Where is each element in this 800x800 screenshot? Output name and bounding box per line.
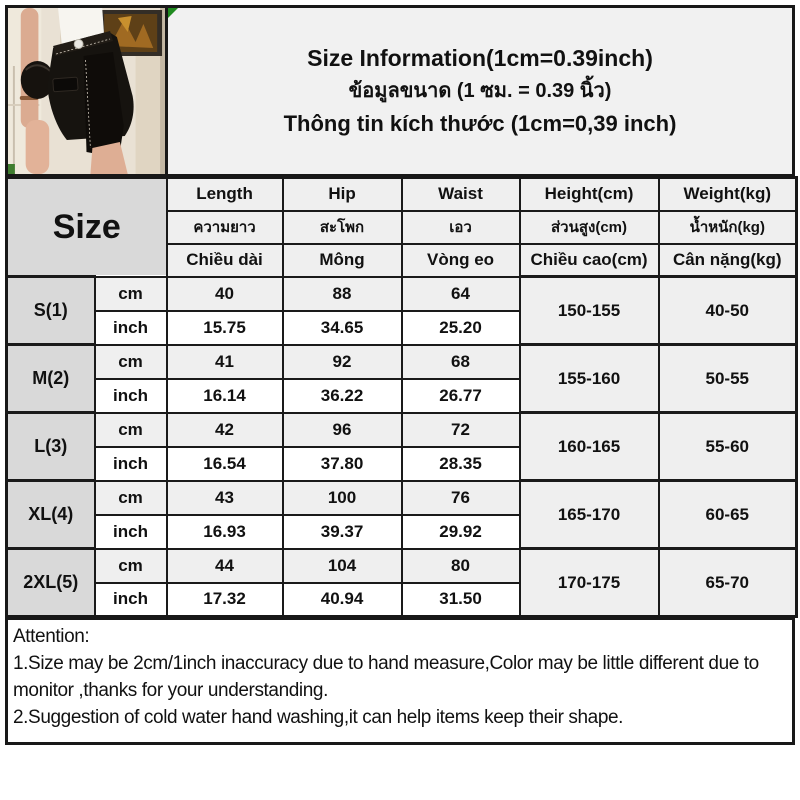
table-row <box>7 413 797 447</box>
length-cm-value: 43 <box>167 481 283 515</box>
waist-cm-value: 64 <box>402 277 520 311</box>
unit-cell: cm <box>95 277 167 311</box>
size-label: L(3) <box>7 413 95 481</box>
hip-cm-value: 96 <box>283 413 402 447</box>
attention-heading: Attention: <box>13 626 90 647</box>
plant-sliver <box>8 164 15 174</box>
unit-cell: inch <box>95 447 167 481</box>
hip-inch-value: 39.37 <box>283 515 402 549</box>
hip-header-en: Hip <box>283 178 402 211</box>
hip-header-th: สะโพก <box>283 211 402 244</box>
waist-inch-value: 25.20 <box>402 311 520 345</box>
size-chart-sheet <box>5 5 795 745</box>
waist-header-th: เอว <box>402 211 520 244</box>
height-range: 155-160 <box>520 345 659 413</box>
table-row <box>7 277 797 311</box>
size-column-header: Size <box>7 178 167 277</box>
title-cell <box>168 8 792 174</box>
product-photo-art <box>8 8 165 174</box>
waist-cm-value: 68 <box>402 345 520 379</box>
header-row <box>5 5 795 177</box>
length-cm-value: 41 <box>167 345 283 379</box>
table-row <box>7 549 797 583</box>
waist-cm-value: 72 <box>402 413 520 447</box>
height-range: 170-175 <box>520 549 659 617</box>
attention-box <box>5 617 795 745</box>
unit-cell: cm <box>95 481 167 515</box>
height-range: 165-170 <box>520 481 659 549</box>
length-inch-value: 16.14 <box>167 379 283 413</box>
length-inch-value: 16.93 <box>167 515 283 549</box>
waist-inch-value: 26.77 <box>402 379 520 413</box>
length-inch-value: 15.75 <box>167 311 283 345</box>
size-table <box>5 176 798 618</box>
hip-cm-value: 104 <box>283 549 402 583</box>
hip-inch-value: 34.65 <box>283 311 402 345</box>
size-label: 2XL(5) <box>7 549 95 617</box>
waist-header-vi: Vòng eo <box>402 244 520 277</box>
title-vietnamese: Thông tin kích thước (1cm=0,39 inch) <box>283 111 677 136</box>
unit-cell: inch <box>95 379 167 413</box>
height-range: 160-165 <box>520 413 659 481</box>
hip-cm-value: 100 <box>283 481 402 515</box>
size-label: M(2) <box>7 345 95 413</box>
height-header-vi: Chiều cao(cm) <box>520 244 659 277</box>
product-photo <box>8 8 168 174</box>
height-header-th: ส่วนสูง(cm) <box>520 211 659 244</box>
unit-cell: cm <box>95 345 167 379</box>
unit-cell: inch <box>95 515 167 549</box>
length-cm-value: 40 <box>167 277 283 311</box>
unit-cell: cm <box>95 549 167 583</box>
title-english: Size Information(1cm=0.39inch) <box>307 45 653 71</box>
weight-range: 55-60 <box>659 413 797 481</box>
size-label: S(1) <box>7 277 95 345</box>
weight-header-vi: Cân nặng(kg) <box>659 244 797 277</box>
table-row <box>7 345 797 379</box>
unit-cell: inch <box>95 311 167 345</box>
hip-inch-value: 40.94 <box>283 583 402 617</box>
size-label: XL(4) <box>7 481 95 549</box>
length-header-th: ความยาว <box>167 211 283 244</box>
length-header-vi: Chiều dài <box>167 244 283 277</box>
length-cm-value: 42 <box>167 413 283 447</box>
attention-item-1: 1.Size may be 2cm/1inch inaccuracy due to hand measure,Color may be little different due to monitor ,thanks for your understanding. <box>13 653 759 701</box>
weight-range: 65-70 <box>659 549 797 617</box>
waist-inch-value: 29.92 <box>402 515 520 549</box>
height-header-en: Height(cm) <box>520 178 659 211</box>
hip-cm-value: 88 <box>283 277 402 311</box>
weight-range: 50-55 <box>659 345 797 413</box>
unit-cell: inch <box>95 583 167 617</box>
header-row-en <box>7 178 797 211</box>
weight-range: 40-50 <box>659 277 797 345</box>
waist-inch-value: 31.50 <box>402 583 520 617</box>
hip-header-vi: Mông <box>283 244 402 277</box>
hip-inch-value: 36.22 <box>283 379 402 413</box>
waist-cm-value: 76 <box>402 481 520 515</box>
waist-button <box>74 40 83 49</box>
weight-header-en: Weight(kg) <box>659 178 797 211</box>
hip-cm-value: 92 <box>283 345 402 379</box>
waist-inch-value: 28.35 <box>402 447 520 481</box>
waist-cm-value: 80 <box>402 549 520 583</box>
green-triangle-icon <box>168 8 178 18</box>
attention-item-2: 2.Suggestion of cold water hand washing,it can help items keep their shape. <box>13 707 624 728</box>
table-row <box>7 481 797 515</box>
height-range: 150-155 <box>520 277 659 345</box>
weight-range: 60-65 <box>659 481 797 549</box>
unit-cell: cm <box>95 413 167 447</box>
length-cm-value: 44 <box>167 549 283 583</box>
waist-header-en: Waist <box>402 178 520 211</box>
weight-header-th: น้ำหนัก(kg) <box>659 211 797 244</box>
title-thai: ข้อมูลขนาด (1 ซม. = 0.39 นิ้ว) <box>348 80 612 102</box>
length-inch-value: 17.32 <box>167 583 283 617</box>
length-header-en: Length <box>167 178 283 211</box>
length-inch-value: 16.54 <box>167 447 283 481</box>
hip-inch-value: 37.80 <box>283 447 402 481</box>
